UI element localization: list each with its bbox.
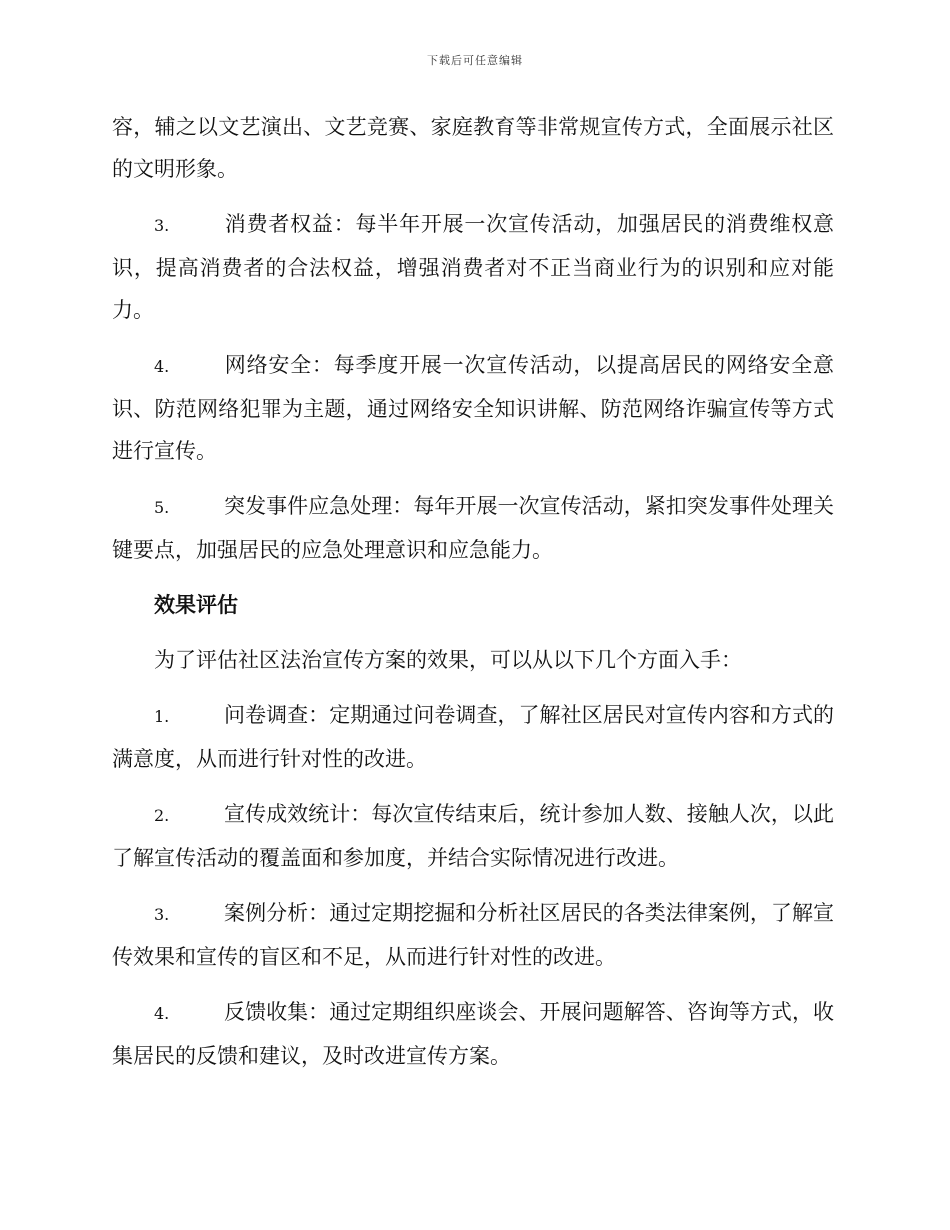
item-text: 案例分析：通过定期挖掘和分析社区居民的各类法律案例，了解宣传效果和宣传的盲区和不足，从而进行针对性的改进。 [112, 901, 834, 969]
item-text: 问卷调查：定期通过问卷调查，了解社区居民对宣传内容和方式的满意度，从而进行针对性的改进。 [112, 703, 834, 771]
item-text: 突发事件应急处理：每年开展一次宣传活动，紧扣突发事件处理关键要点，加强居民的应急处理意识和应急能力。 [112, 494, 834, 562]
item-number: 2. [154, 806, 170, 825]
item-text: 宣传成效统计：每次宣传结束后，统计参加人数、接触人次，以此了解宣传活动的覆盖面和参加度，并结合实际情况进行改进。 [112, 802, 834, 870]
item-number: 4. [154, 357, 170, 376]
item-number: 1. [154, 707, 170, 726]
item-text: 反馈收集：通过定期组织座谈会、开展问题解答、咨询等方式，收集居民的反馈和建议，及时改进宣传方案。 [112, 1000, 834, 1068]
item-text: 网络安全：每季度开展一次宣传活动，以提高居民的网络安全意识、防范网络犯罪为主题，通过网络安全知识讲解、防范网络诈骗宣传等方式进行宣传。 [112, 353, 834, 463]
item-number: 3. [154, 905, 170, 924]
item-number: 4. [154, 1004, 170, 1023]
section-intro: 为了评估社区法治宣传方案的效果，可以从以下几个方面入手： [154, 648, 742, 672]
intro-continuation: 容，辅之以文艺演出、文艺竞赛、家庭教育等非常规宣传方式，全面展示社区的文明形象。 [112, 115, 834, 181]
evaluation-item [112, 694, 834, 780]
publicity-item [112, 344, 834, 472]
publicity-item [112, 485, 834, 571]
evaluation-item [112, 892, 834, 978]
item-number: 5. [154, 498, 170, 517]
evaluation-item [112, 793, 834, 879]
publicity-item [112, 203, 834, 331]
section-heading: 效果评估 [154, 592, 238, 617]
item-text: 消费者权益：每半年开展一次宣传活动，加强居民的消费维权意识，提高消费者的合法权益，增强消费者对不正当商业行为的识别和应对能力。 [112, 212, 834, 322]
page-header: 下载后可任意编辑 [427, 54, 523, 67]
item-number: 3. [154, 216, 170, 235]
document-body [112, 106, 834, 1090]
evaluation-item [112, 991, 834, 1077]
